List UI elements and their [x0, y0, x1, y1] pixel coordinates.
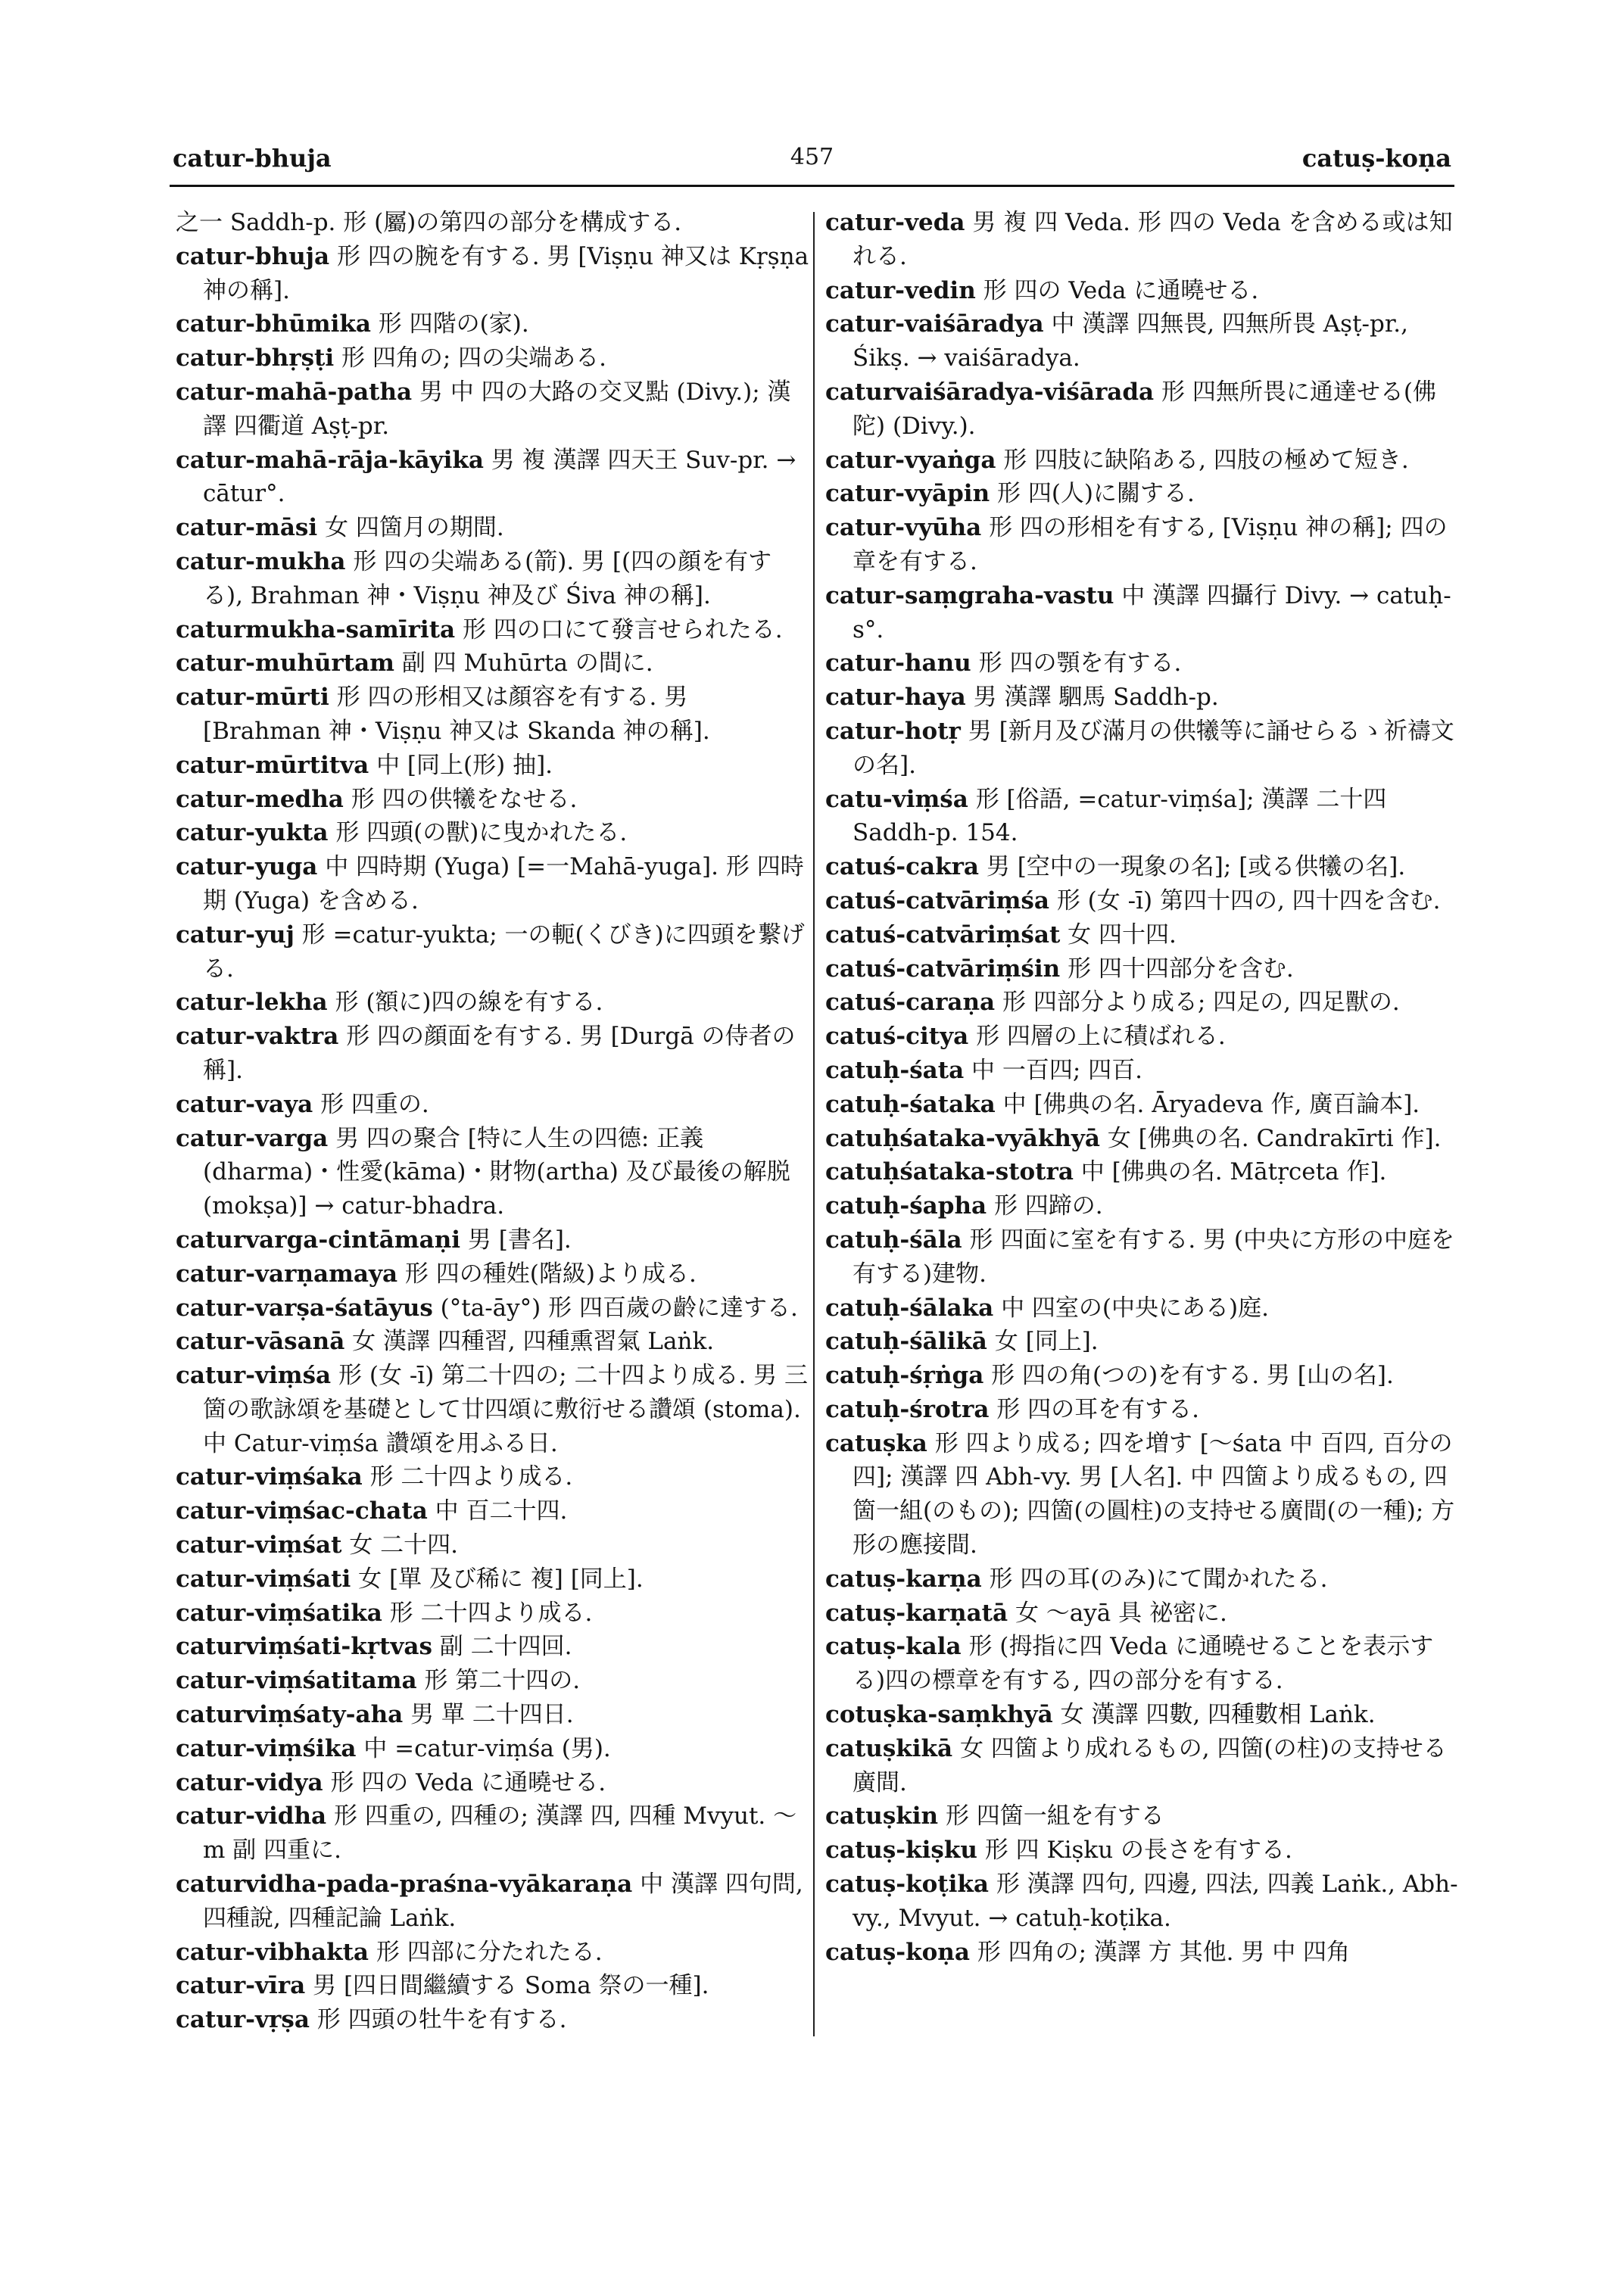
entry-headword: catur-vyāpin [825, 480, 990, 508]
entry-definition: 形 (拇指に四 Veda に通曉せることを表示する)四の標章を有する, 四の部分を有する. [853, 1633, 1434, 1695]
entry-headword: catur-mahā-patha [176, 378, 413, 406]
entry-definition: 中 =catur-viṃśa (男). [363, 1734, 611, 1762]
dictionary-entry [825, 952, 1461, 986]
dictionary-entry [825, 986, 1461, 1020]
entry-definition: 形 四の耳を有する. [996, 1395, 1200, 1423]
entry-headword: caturviṃśaty-aha [176, 1701, 404, 1729]
entry-headword: catur-bhuja [176, 242, 330, 270]
entry-definition: 形 四頭の牡牛を有する. [316, 2006, 567, 2034]
entry-definition: 副 二十四回. [439, 1633, 572, 1661]
entry-definition: 女 四箇より成れるもの, 四箇(の柱)の支持せる廣間. [853, 1734, 1447, 1796]
entry-definition: 形 四重の. [320, 1090, 429, 1118]
dictionary-entry [825, 1054, 1461, 1088]
dictionary-entry [176, 1868, 812, 1936]
dictionary-entry [176, 307, 812, 341]
header-rule [170, 185, 1454, 187]
dictionary-entry [825, 1698, 1461, 1732]
entry-definition: 形 [俗語, =catur-viṃśa]; 漢譯 二十四 Saddh-p. 154. [853, 785, 1387, 847]
entry-definition: 中 漢譯 四句問, 四種說, 四種記論 Laṅk. [203, 1871, 803, 1932]
entry-headword: catu-viṃśa [825, 785, 968, 813]
dictionary-entry [825, 1833, 1461, 1868]
entry-definition: 形 (額に)四の線を有する. [335, 989, 603, 1017]
entry-definition: 形 (女 -ī) 第二十四の; 二十四より成る. 男 三箇の歌詠頌を基礎として廿四頌に敷衍せる讚頌 (stoma). 中 Catur-viṃśa 讚頌を用ふる日. [203, 1362, 809, 1457]
entry-definition: 形 四 Kiṣku の長さを有する. [984, 1837, 1292, 1865]
entry-definition: 形 四の腕を有する. 男 [Viṣṇu 神又は Kṛṣṇa 神の稱]. [203, 242, 809, 304]
entry-definition: 男 中 四の大路の交叉點 (Divy.); 漢譯 四衢道 Aṣṭ-pr. [203, 378, 791, 440]
entry-headword: catuḥ-śālikā [825, 1328, 987, 1356]
entry-headword: catur-vaiśāradya [825, 310, 1044, 338]
entry-definition: 形 四部分より成る; 四足の, 四足獸の. [1002, 989, 1400, 1017]
entry-definition: 形 四より成る; 四を増す [～śata 中 百四, 百分の四]; 漢譯 四 Abh-vy. 男 [人名]. 中 四箇より成るもの, 四箇一組(のもの); 四箇(の圓柱)の支持せる廣間(の一種); 方形の應接間. [853, 1429, 1455, 1559]
entry-definition: 男 [四日間繼續する Soma 祭の一種]. [313, 1972, 709, 2000]
entry-headword: catur-viṃśac-chata [176, 1497, 428, 1525]
dictionary-entry [176, 1460, 812, 1494]
dictionary-entry [825, 1088, 1461, 1122]
dictionary-entry [176, 1562, 812, 1597]
dictionary-entry [176, 375, 812, 444]
dictionary-entry [825, 1868, 1461, 1936]
entry-headword: catur-viṃśika [176, 1734, 357, 1762]
entry-definition: 形 四の形相又は顏容を有する. 男 [Brahman 神・Viṣṇu 神又は Skanda 神の稱]. [203, 684, 710, 745]
entry-headword: catuś-caraṇa [825, 989, 996, 1017]
dictionary-entry [825, 1732, 1461, 1800]
dictionary-entry [176, 1630, 812, 1664]
dictionary-entry [825, 1393, 1461, 1427]
entry-definition: 形 四十四部分を含む. [1068, 955, 1294, 983]
dictionary-entry [176, 1766, 812, 1800]
entry-headword: catur-vidha [176, 1802, 327, 1830]
entry-headword: catur-vāsanā [176, 1328, 345, 1356]
entry-definition: 中 四室の(中央にある)庭. [1001, 1294, 1269, 1322]
entry-definition: 女 漢譯 四數, 四種數相 Laṅk. [1060, 1701, 1376, 1729]
entry-headword: catuś-catvāriṃśat [825, 921, 1061, 949]
entry-headword: caturmukha-samīrita [176, 615, 456, 643]
entry-headword: catur-bhūmika [176, 310, 371, 338]
entry-headword: caturvidha-pada-praśna-vyākaraṇa [176, 1871, 633, 1899]
entry-headword: catur-bhṛṣṭi [176, 344, 335, 372]
dictionary-entry [176, 646, 812, 681]
dictionary-entry [825, 1597, 1461, 1631]
dictionary-entry [176, 206, 812, 240]
dictionary-entry [825, 579, 1461, 647]
dictionary-entry [825, 850, 1461, 884]
entry-definition: 形 四面に室を有する. 男 (中央に方形の中庭を有する)建物. [853, 1226, 1455, 1288]
dictionary-entry [825, 1223, 1461, 1291]
entry-headword: catuṣ-kala [825, 1633, 962, 1661]
entry-definition: 男 [新月及び滿月の供犧等に誦せらるゝ祈禱文の名]. [853, 717, 1454, 779]
dictionary-entry [825, 1427, 1461, 1562]
entry-definition: 形 四の口にて發言せられたる. [462, 615, 783, 643]
entry-definition: 形 四の種姓(階級)より成る. [404, 1260, 697, 1288]
entry-definition: 形 第二十四の. [424, 1667, 581, 1695]
entry-definition: 男 [書名]. [467, 1226, 572, 1254]
entry-headword: caturviṃśati-kṛtvas [176, 1633, 432, 1661]
entry-definition: 中 [同上(形) 抽]. [376, 751, 553, 779]
entry-headword: catuṣ-karṇa [825, 1565, 982, 1593]
entry-headword: catur-vaya [176, 1090, 313, 1118]
entry-headword: catur-medha [176, 785, 344, 813]
dictionary-entry [176, 613, 812, 647]
entry-definition: 之一 Saddh-p. 形 (屬)の第四の部分を構成する. [176, 209, 682, 236]
entry-headword: catur-yuj [176, 921, 295, 949]
dictionary-entry [825, 1020, 1461, 1054]
entry-definition: 形 四の供犧をなせる. [351, 785, 578, 813]
entry-headword: catur-māsi [176, 514, 318, 542]
entry-headword: catur-vṛṣa [176, 2006, 310, 2034]
entry-definition: 女 二十四. [349, 1531, 459, 1559]
entry-headword: cotuṣka-saṃkhyā [825, 1701, 1053, 1729]
dictionary-entry [176, 1799, 812, 1868]
entry-definition: 中 漢譯 四無畏, 四無所畏 Aṣṭ-pr., Śikṣ. → vaiśāradya. [853, 310, 1408, 372]
entry-headword: catur-vidya [176, 1768, 323, 1796]
entry-definition: 形 (女 -ī) 第四十四の, 四十四を含む. [1056, 886, 1441, 914]
entry-definition: 中 [佛典の名. Mātṛceta 作]. [1080, 1158, 1387, 1186]
entry-headword: catur-vedin [825, 276, 976, 304]
entry-headword: catuś-catvāriṃśin [825, 955, 1061, 983]
entry-headword: catur-vaktra [176, 1023, 339, 1051]
dictionary-entry [825, 375, 1461, 444]
dictionary-entry [825, 511, 1461, 579]
dictionary-entry [825, 206, 1461, 274]
entry-headword: catur-viṃśa [176, 1362, 332, 1390]
entry-definition: 形 漢譯 四句, 四邊, 四法, 四義 Laṅk., Abh-vy., Mvyut. → catuḥ-koṭika. [853, 1871, 1458, 1932]
entry-definition: 男 複 四 Veda. 形 四の Veda を含める或は知れる. [853, 209, 1453, 270]
entry-headword: catur-hotṛ [825, 717, 961, 745]
dictionary-entry [176, 816, 812, 850]
entry-definition: 女 [佛典の名. Candrakīrti 作]. [1107, 1124, 1442, 1152]
entry-headword: catur-vīra [176, 1972, 306, 2000]
dictionary-entry [176, 1494, 812, 1528]
entry-definition: 形 四頭(の獸)に曳かれたる. [335, 819, 628, 847]
dictionary-entry [176, 240, 812, 308]
entry-headword: catur-viṃśaka [176, 1463, 363, 1491]
dictionary-entry [825, 1630, 1461, 1698]
entry-headword: catuś-catvāriṃśa [825, 886, 1049, 914]
entry-definition: 形 四の顔面を有する. 男 [Durgā の侍者の稱]. [203, 1023, 796, 1084]
entry-definition: 形 二十四より成る. [369, 1463, 573, 1491]
entry-headword: catuḥ-śapha [825, 1192, 987, 1220]
entry-headword: catur-lekha [176, 989, 328, 1017]
dictionary-entry [825, 681, 1461, 715]
entry-headword: catur-saṃgraha-vastu [825, 581, 1114, 609]
entry-definition: 中 漢譯 四攝行 Divy. → catuḥ-s°. [853, 581, 1451, 643]
entry-definition: 形 四の Veda に通曉せる. [330, 1768, 606, 1796]
dictionary-entry [176, 1223, 812, 1257]
entry-definition: 男 [空中の一現象の名]; [或る供犧の名]. [986, 853, 1406, 881]
entry-definition: 形 四の尖端ある(箭). 男 [(四の顔を有する), Brahman 神・Viṣṇu 神及び Śiva 神の稱]. [203, 547, 772, 609]
entry-headword: catur-viṃśati [176, 1565, 351, 1593]
entry-headword: catuṣkikā [825, 1734, 953, 1762]
entry-definition: 形 四の耳(のみ)にて聞かれたる. [989, 1565, 1328, 1593]
entry-definition: 女 [單 及び稀に 複] [同上]. [358, 1565, 644, 1593]
dictionary-entry [176, 1597, 812, 1631]
entry-definition: 形 四重の, 四種の; 漢譯 四, 四種 Mvyut. ～m 副 四重に. [203, 1802, 797, 1865]
page-number: 457 [790, 144, 834, 170]
entry-definition: 形 四肢に缺陷ある, 四肢の極めて短き. [1003, 446, 1409, 474]
entry-definition: 女 [同上]. [994, 1328, 1099, 1356]
entry-headword: caturvarga-cintāmaṇi [176, 1226, 461, 1254]
entry-definition: 形 四蹄の. [993, 1192, 1103, 1220]
entry-definition: 女 漢譯 四種習, 四種熏習氣 Laṅk. [352, 1328, 715, 1356]
dictionary-entry [176, 1122, 812, 1223]
entry-headword: caturvaiśāradya-viśārada [825, 378, 1155, 406]
entry-headword: catur-muhūrtam [176, 650, 394, 678]
dictionary-entry [825, 1291, 1461, 1326]
entry-headword: catur-yukta [176, 819, 329, 847]
entry-definition: 形 四の顎を有する. [978, 650, 1182, 678]
entry-headword: catuṣ-koṭika [825, 1871, 989, 1899]
entry-headword: catur-mūrti [176, 684, 329, 712]
dictionary-entry [176, 1359, 812, 1460]
entry-headword: catur-vyūha [825, 514, 982, 542]
right-column [825, 206, 1461, 1969]
dictionary-entry [825, 1189, 1461, 1223]
entry-headword: catur-yuga [176, 853, 318, 881]
entry-definition: 形 四無所畏に通達せる(佛陀) (Divy.). [853, 378, 1436, 440]
entry-headword: catuṣka [825, 1429, 927, 1457]
dictionary-entry [825, 646, 1461, 681]
entry-headword: catuṣ-karṇatā [825, 1599, 1008, 1627]
entry-definition: 形 四箇一組を有する [945, 1802, 1164, 1830]
column-divider [813, 212, 815, 2036]
dictionary-entry [176, 545, 812, 613]
dictionary-entry [825, 1936, 1461, 1970]
page-header [173, 136, 1451, 182]
dictionary-entry [176, 1528, 812, 1562]
entry-headword: catur-hanu [825, 650, 971, 678]
dictionary-entry [825, 1155, 1461, 1189]
entry-headword: catuḥśataka-stotra [825, 1158, 1074, 1186]
entry-definition: 中 [佛典の名. Āryadeva 作, 廣百論本]. [1002, 1090, 1420, 1118]
dictionary-entry [176, 783, 812, 817]
header-right-guideword: catuṣ-koṇa [1301, 144, 1451, 173]
entry-definition: 形 四角の; 漢譯 方 其他. 男 中 四角 [977, 1938, 1351, 1966]
dictionary-entry [176, 341, 812, 375]
entry-definition: 女 ～ayā 具 祕密に. [1015, 1599, 1227, 1627]
entry-headword: catur-veda [825, 209, 965, 236]
dictionary-entry [176, 444, 812, 512]
entry-definition: 形 四の Veda に通曉せる. [983, 276, 1259, 304]
entry-headword: catuṣ-kiṣku [825, 1837, 977, 1865]
dictionary-entry [176, 1257, 812, 1291]
dictionary-entry [176, 511, 812, 545]
entry-definition: (°ta-āy°) 形 四百歲の齡に達する. [440, 1294, 798, 1322]
dictionary-entry [825, 1799, 1461, 1833]
dictionary-entry [825, 307, 1461, 375]
dictionary-entry [176, 681, 812, 749]
entry-headword: catuḥ-śrotra [825, 1395, 990, 1423]
entry-headword: catuś-citya [825, 1023, 969, 1051]
entry-definition: 男 複 漢譯 四天王 Suv-pr. → cātur°. [203, 446, 796, 508]
entry-headword: catur-viṃśatika [176, 1599, 382, 1627]
dictionary-entry [176, 850, 812, 918]
dictionary-entry [825, 715, 1461, 783]
entry-definition: 中 一百四; 四百. [971, 1056, 1143, 1084]
entry-headword: catuś-cakra [825, 853, 979, 881]
entry-headword: catur-vyaṅga [825, 446, 996, 474]
entry-definition: 形 四の形相を有する, [Viṣṇu 神の稱]; 四の章を有する. [853, 514, 1448, 575]
entry-definition: 形 四部に分たれたる. [376, 1938, 603, 1966]
entry-definition: 形 四(人)に關する. [996, 480, 1195, 508]
entry-headword: catuṣkin [825, 1802, 939, 1830]
entry-headword: catur-mūrtitva [176, 751, 369, 779]
header-left-guideword: catur-bhuja [173, 144, 332, 173]
left-column [176, 206, 812, 2037]
entry-definition: 中 百二十四. [435, 1497, 568, 1525]
entry-headword: catur-viṃśatitama [176, 1667, 417, 1695]
entry-definition: 形 四階の(家). [378, 310, 529, 338]
dictionary-entry [176, 1698, 812, 1732]
dictionary-entry [176, 1936, 812, 1970]
entry-headword: catur-mukha [176, 547, 346, 575]
entry-headword: catur-varṣa-śatāyus [176, 1294, 433, 1322]
entry-headword: catuḥ-śataka [825, 1090, 996, 1118]
dictionary-entry [825, 444, 1461, 478]
dictionary-entry [825, 1325, 1461, 1359]
entry-headword: catuḥ-śāla [825, 1226, 962, 1254]
dictionary-entry [825, 1359, 1461, 1393]
dictionary-entry [176, 1325, 812, 1359]
dictionary-entry [176, 1664, 812, 1698]
dictionary-entry [825, 274, 1461, 308]
entry-headword: catur-varṇamaya [176, 1260, 398, 1288]
dictionary-entry [176, 1291, 812, 1326]
dictionary-entry [825, 1562, 1461, 1597]
entry-definition: 形 二十四より成る. [389, 1599, 593, 1627]
entry-definition: 形 =catur-yukta; 一の軛(くびき)に四頭を繋げる. [203, 921, 805, 983]
entry-headword: catur-mahā-rāja-kāyika [176, 446, 484, 474]
dictionary-entry [176, 1020, 812, 1088]
entry-headword: catuḥśataka-vyākhyā [825, 1124, 1100, 1152]
entry-definition: 副 四 Muhūrta の間に. [401, 650, 653, 678]
dictionary-entry [825, 1122, 1461, 1156]
dictionary-entry [176, 918, 812, 986]
entry-definition: 形 四角の; 四の尖端ある. [341, 344, 606, 372]
entry-headword: catuḥ-śata [825, 1056, 965, 1084]
entry-definition: 形 四層の上に積ばれる. [976, 1023, 1226, 1051]
entry-headword: catur-varga [176, 1124, 329, 1152]
dictionary-entry [176, 986, 812, 1020]
dictionary-entry [176, 1088, 812, 1122]
entry-headword: catur-vibhakta [176, 1938, 369, 1966]
entry-headword: catur-haya [825, 684, 966, 712]
entry-definition: 女 四十四. [1068, 921, 1177, 949]
entry-headword: catuḥ-śālaka [825, 1294, 994, 1322]
entry-definition: 男 漢譯 駟馬 Saddh-p. [973, 684, 1219, 712]
entry-headword: catur-viṃśat [176, 1531, 342, 1559]
entry-definition: 男 單 二十四日. [410, 1701, 574, 1729]
entry-definition: 男 四の聚合 [特に人生の四德: 正義(dharma)・性愛(kāma)・財物(artha) 及び最後の解脱(mokṣa)] → catur-bhadra. [203, 1124, 790, 1220]
dictionary-entry [176, 2003, 812, 2037]
entry-definition: 中 四時期 (Yuga) [=一Mahā-yuga]. 形 四時期 (Yuga) を含める. [203, 853, 804, 914]
entry-definition: 女 四箇月の期間. [325, 514, 504, 542]
dictionary-entry [176, 749, 812, 783]
entry-headword: catuṣ-koṇa [825, 1938, 970, 1966]
dictionary-entry [825, 918, 1461, 952]
dictionary-entry [825, 783, 1461, 851]
dictionary-entry [176, 1732, 812, 1766]
entry-definition: 形 四の角(つの)を有する. 男 [山の名]. [991, 1362, 1394, 1390]
dictionary-entry [825, 884, 1461, 918]
dictionary-entry [825, 477, 1461, 511]
entry-headword: catuḥ-śṛṅga [825, 1362, 984, 1390]
dictionary-entry [176, 1969, 812, 2003]
